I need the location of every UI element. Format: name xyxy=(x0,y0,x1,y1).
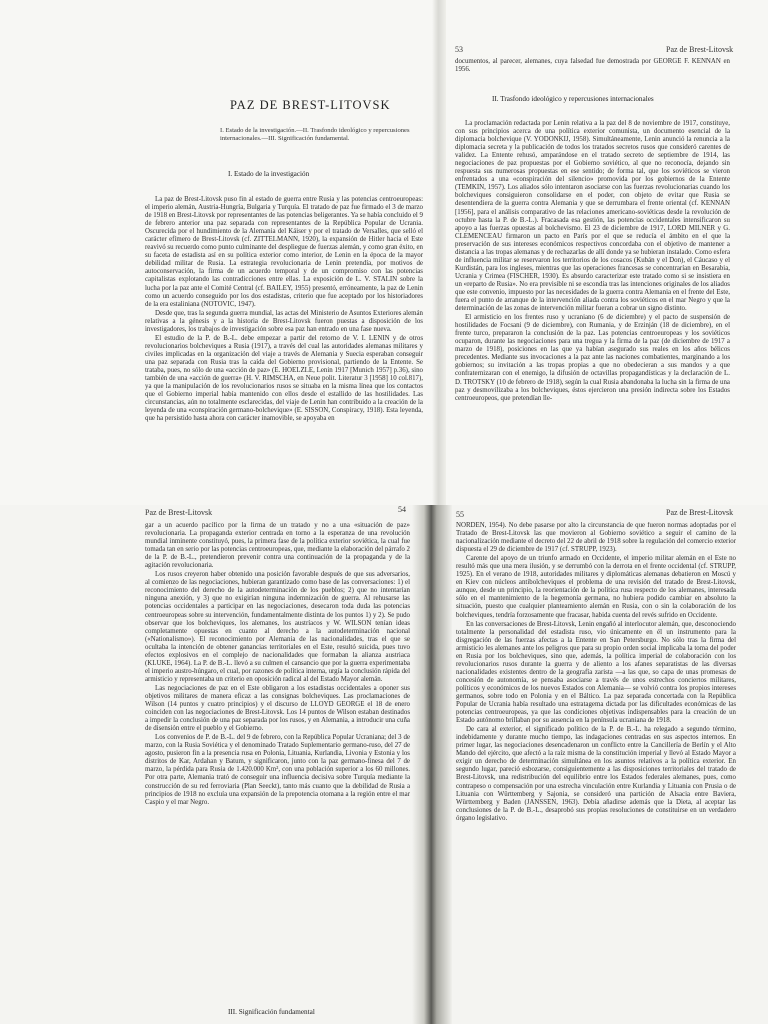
text-column-bottom-left xyxy=(145,522,410,1000)
book-gutter xyxy=(412,505,452,1024)
text-column-bottom-right xyxy=(456,522,736,1022)
top-page-spread xyxy=(0,0,768,505)
paragraph: El armisticio en los frentes ruso y ucraniano (6 de diciembre) y el pacto de suspensión de hostilidades de Focsani (9 de diciembre), con Rumania, y de Erzinján (18 de diciembre), en el frente turco, prepararon la conclusión de la paz. Las potencias centroeuropeas y los soviéticos ocuparon, durante las negociaciones para una tregua y la firma de la paz (de diciembre de 1917 a marzo de 1918), posiciones en las que ya habían asegurado sus reales en los años bélicos precedentes. Mediante sus invocaciones a la paz ante las naciones combatientes, marginando a los gobiernos; su invitación a las tropas propias a que no obedecieran a sus mandos y a que confraternizaran con el enemigo, la difusión de octavillas propagandísticas y la declaración de L. D. TROTSKY (10 de febrero de 1918), según la cual Rusia abandonaba la lucha sin la firma de una paz y desmovilizaba a los bolcheviques, éstos ejercieron una presión indirecta sobre los Estados centroeuropeos, que pretendían lle- xyxy=(455,314,730,402)
paragraph: NORDEN, 1954). No debe pasarse por alto la circunstancia de que fueron normas adoptadas por el Tratado de Brest-Litovsk las que movieron al Gobierno soviético a seguir el camino de la nacionalización mediante el decreto del 22 de abril de 1918 sobre la regulación del comercio exterior dispuesta el 29 de diciembre de 1917 (cf. STRUPP, 1923). xyxy=(456,522,736,554)
bottom-page-spread xyxy=(0,505,768,1024)
paragraph: documentos, al parecer, alemanes, cuya falsedad fue demostrada por GEORGE F. KENNAN en 1956. xyxy=(455,58,730,74)
page-number: 54 xyxy=(398,505,406,514)
table-of-contents: I. Estado de la investigación.—II. Trasfondo ideológico y repercusiones internacionales.—III. Significación fundamental. xyxy=(220,127,410,142)
running-head: Paz de Brest-Litovsk xyxy=(145,508,213,517)
article-title: PAZ DE BREST-LITOVSK xyxy=(230,98,391,112)
paragraph: La paz de Brest-Litovsk puso fin al estado de guerra entre Rusia y las potencias centroeuropeas: el imperio alemán, Austria-Hungría, Bulgaria y Turquía. El tratado de paz fue firmado el 3 de marzo de 1918 en Brest-Litovsk por representantes de las potencias beligerantes. Ya se había concluido el 9 de febrero anterior una paz separada con representantes de la República Popular de Ucrania. Oscurecida por el hundimiento de la Alemania del Káiser y por el tratado de Versalles, que selló el carácter efímero de Brest-Litovsk (cf. ZITTELMANN, 1920), la expansión de Hitler hacia el Este reavivó su recuerdo como punto culminante del despliegue de fuerzas alemán, y como gran éxito, en su faceta de estadista así en su política exterior como interior, de Lenin en la época de la mayor debilidad militar de Rusia. La estrategia revolucionaria de Lenin pretendía, por motivos de autoconservación, la firma de un acuerdo temporal y de un compromiso con las potencias capitalistas explotando las contradicciones entre ellas. La exposición de L. V. STALIN sobre la lucha por la paz ante el Comité Central (cf. BAILEY, 1955) presentó, erróneamente, la paz de Lenin como un acuerdo conseguido por los dos estadistas, criterio que fue aceptado por los historiadores de la era estaliniana (NOTOVIC, 1947). xyxy=(145,196,423,308)
paragraph: La proclamación redactada por Lenin relativa a la paz del 8 de noviembre de 1917, constituye, con sus principios acerca de una política exterior comunista, un documento esencial de la diplomacia bolchevique (V. YODONKIJ, 1958). Simultáneamente, Lenin anunció la renuncia a la diplomacia secreta y la publicación de todos los tratados secretos rusos que consideró carentes de validez. La Entente rehusó, amparándose en el tratado secreto de septiembre de 1914, las negociaciones de paz propuestas por el Gobierno soviético, al que no reconocía, dejando sin respuesta sus numerosas propuestas en ese sentido; de forma tal, que los soviéticos se vieron enfrentados a una «conspiración del silencio» promovida por los gobiernos de la Entente (TEMKIN, 1957). Los aliados sólo intentaron asociarse con las fuerzas revolucionarias cuando los bolcheviques consiguieron consolidarse en el poder, con objeto de evitar que Rusia se desentendiera de la guerra contra Alemania y que se derrumbara el frente oriental (cf. KENNAN [1956], para el análisis comparativo de las relaciones americano-soviéticas desde la revolución de octubre hasta la P. de B.-L.). Fracasada esa gestión, las potencias occidentales intensificaron su apoyo a las fuerzas opuestas al bolchevismo. El 23 de diciembre de 1917, LORD MILNER y G. CLEMENCEAU firmaron un pacto en París por el que se reducía el ámbito en el que la preservación de sus intereses económicos respectivos concordaba con el objetivo de mantener a distancia a las tropas alemanas y de rechazarlas de allí donde ya se hubieran instalado. Como esfera de influencia militar se reservaron los territorios de los cosacos (Kubán y el Don), el Cáucaso y el Kurdistán, para los ingleses, mientras que las operaciones francesas se concentrarían en Besarabia, Ucrania y Crimea (FISCHER, 1930). Es absurdo caracterizar este tratado como si se insistiera en un «reparto de Rusia». No era previsible ni se escondía tras las intenciones originales de los aliados que este convenio, impuesto por las necesidades de la guerra contra Alemania en el frente del Este, fuera el punto de arranque de la intervención aliada contra los soviéticos en el mar Negro y que la determinación de las zonas de intervención militar fueran a cobrar un signo distinto. xyxy=(455,120,730,313)
running-head: Paz de Brest-Litovsk xyxy=(666,45,734,54)
page-number: 55 xyxy=(456,510,464,519)
paragraph: De cara al exterior, el significado político de la P. de B.-L. ha relegado a segundo término, indebidamente y durante mucho tiempo, las indagaciones centradas en sus aspectos internos. En primer lugar, las negociaciones desencadenaron un conflicto entre la Cancillería de Berlín y el Alto Mando del ejército, que afectó a la raíz misma de la constitución imperial y llevó al Estado Mayor a exigir un derecho de determinación simultánea en los asuntos relativos a la política exterior. En segundo lugar, pareció esbozarse, consiguientemente a las disposiciones territoriales del tratado de Brest-Litovsk, una redistribución del equilibrio entre los Estados federales alemanes, pues, como contrapeso o compensación por una estrecha vinculación entre Kurlandia y Lituania con Prusia o de Lituania con Württemberg y Sajonia, se consideró una partición de Alsacia entre Baviera, Württemberg y Baden (JANSSEN, 1963). Debía añadirse además que la Dieta, al aceptar las conclusiones de la P. de B.-L., desaprobó sus propias resoluciones de constituirse en un verdadero órgano legislativo. xyxy=(456,726,736,822)
running-head: Paz de Brest-Litovsk xyxy=(666,508,734,517)
section-heading-2: II. Trasfondo ideológico y repercusiones internacionales xyxy=(492,95,654,103)
book-gutter xyxy=(432,0,446,505)
paragraph: En las conversaciones de Brest-Litovsk, Lenin engañó al interlocutor alemán, que, desconociendo totalmente la personalidad del estadista ruso, vio únicamente en él un instrumento para la disgregación de las fuerzas afectas a la Entente en San Petersburgo. No sólo tras la firma del armisticio les alemanes ante los peligros que para su propio orden social implicaba la toma del poder en Rusia por los bolcheviques, sino que, además, la política imperial de colaboración con los revolucionarios rusos durante la guerra y de aliento a los afanes separatistas de las diversas nacionalidades existentes dentro de la geografía zarista —a las que, so capa de unas promesas de concesión de autonomía, se pensaba asociarse a través de unos estrechos conciertos militares, políticos y económicos de los nuevos Estados con Alemania— se volvió contra los propios intereses germanos, sobre todo en Polonia y en el Báltico. La paz separada concertada con la República Popular de Ucrania había resultado una estratagema dictada por las dificultades económicas de las potencias centroeuropeas, ya que las condiciones objetivas indispensables para la creación de un Estado autónomo brillaban por su ausencia en la península ucraniana de 1918. xyxy=(456,620,736,725)
paragraph: El estudio de la P. de B.-L. debe empezar a partir del retorno de V. I. LENIN y de otros revolucionarios bolcheviques a Rusia (1917), a través del cual las autoridades alemanas militares y civiles implicadas en la organización del viaje a través de Alemania y Suecia esperaban conseguir una paz separada con Rusia tras la caída del Gobierno provisional, partiendo de la Entente. Se trataba, pues, no sólo de una «acción de paz» (E. HOELZLE, Lenin 1917 [Munich 1957] p.36), sino también de una «acción de guerra» (H. V. RIMSCHA, en Neue polit. Literatur 3 [1958] 10 col.817), ya que la manipulación de los revolucionarios rusos se situaba en la misma línea que los contactos que el Gobierno imperial había mantenido con ellos desde el estallido de las hostilidades. Las circunstancias, aún no totalmente esclarecidas, del viaje de Lenin han contribuido a la creación de la leyenda de una «conspiración germano-bolchevique» (E. SISSON, Conspiracy, 1918). Esta leyenda, que ha persistido hasta ahora con carácter inamovible, se apoyaba en xyxy=(145,334,423,423)
section-heading-3: III. Significación fundamental xyxy=(228,1008,315,1016)
paragraph: Desde que, tras la segunda guerra mundial, las actas del Ministerio de Asuntos Exteriores alemán relativas a la génesis y a la historia de Brest-Litovsk fueron puestas a disposición de los investigadores, los trabajos de investigación sobre esa paz han entrado en una fase nueva. xyxy=(145,309,423,333)
page-number: 53 xyxy=(455,45,463,54)
paragraph: gar a un acuerdo pacífico por la firma de un tratado y no a una «situación de paz» revolucionaria. La propaganda exterior centrada en torno a la esperanza de una revolución mundial inminente constituyó, pues, la primera fase de la política exterior soviética, la cual fue tomada tan en serio por las potencias centroeuropeas, que, mediante la elaboración del párrafo 2 de la P. de B.-L., pretendieron prevenir contra una continuación de la propaganda y de la agitación revolucionaria. xyxy=(145,522,410,570)
carry-over-text xyxy=(455,58,730,76)
paragraph: Los rusos creyeron haber obtenido una posición favorable después de que sus adversarios, al comienzo de las negociaciones, hubieran garantizado como base de las conversaciones: 1) el reconocimiento del derecho de la autodeterminación de los pueblos; 2) que no intentarían ninguna anexión, y 3) que no exigirían ninguna indemnización de guerra. Al rehusarse las potencias occidentales a participar en las negociaciones, desecaron toda duda las potencias centroeuropeas sobre su intervención, fundamentalmente distinta de los puntos 1) y 2). Se pudo observar que los bolcheviques, los alemanes, los austríacos y W. WILSON tenían ideas completamente opuestas en cuanto al derecho a la autodeterminación nacional («Nationalismo»). El reconocimiento por Alemania de las nacionalidades, tras el que se ocultaba la intención de obtener ganancias territoriales en el Este, resultó suicida, pues tuvo efectos explosivos en el complejo de nacionalidades que formaban la alianza austriaca (KLUKE, 1964). La P. de B.-L. llevó a su culmen el cansancio que por la guerra experimentaba el imperio austro-húngaro, el cual, por razones de política interna, urgía la conclusión rápida del armisticio y representaba un criterio en oposición radical al del Estado Mayor alemán. xyxy=(145,571,410,683)
text-column-top-right xyxy=(455,120,730,500)
paragraph: Los convenios de P. de B.-L. del 9 de febrero, con la República Popular Ucraniana; del 3 de marzo, con la Rusia Soviética y el denominado Tratado Suplementario germano-ruso, del 27 de agosto, pusieron fin a la presencia rusa en Polonia, Lituania, Kurlandia, Livonia y Estonia y los distritos de Kar, Ardahan y Batum, y significaron, junto con la paz germano-finesa del 7 de marzo, la pérdida para Rusia de 1.420.000 Km², con una población superior a los 60 millones. Por otra parte, Alemania trató de conseguir una influencia decisiva sobre Turquía mediante la construcción de su red ferroviaria (Plan Seeckt), tanto más cuanto que la debilidad de Rusia a principios de 1918 no excluía una expansión de la prepotencia otomana a la región entre el mar Caspio y el mar Negro. xyxy=(145,734,410,806)
section-heading-1: I. Estado de la investigación xyxy=(228,170,310,178)
text-column-top-left xyxy=(145,196,423,496)
paragraph: Las negociaciones de paz en el Este obligaron a los estadistas occidentales a oponer sus objetivos militares de manera eficaz a las consignas bolcheviques. Las proclamaciones de Wilson (14 puntos y cuatro principios) y el discurso de LLOYD GEORGE el 18 de enero coinciden con las negociaciones de Brest-Litovsk. Los 14 puntos de Wilson estaban destinados a impedir la conclusión de una paz separada por los rusos, y en Alemania, a introducir una cuña de disensión entre el pueblo y el Gobierno. xyxy=(145,684,410,733)
paragraph: Carente del apoyo de un triunfo armado en Occidente, el imperio militar alemán en el Este no resultó más que una mera ilusión, y se derrumbó con la derrota en el frente occidental (cf. STRUPP, 1925). En el verano de 1918, autoridades militares y diplomáticas alemanas debatieron en Moscú y en Kiev con núcleos antibolcheviques el problema de una revisión del tratado de Brest-Litovsk, aunque, desde un principio, la reorientación de la política rusa respecto de los alemanes, interesada sólo en el mantenimiento de la hegemonía germana, no hubiera podido cambiar en absoluto la situación, puesto que cualquier planteamiento alemán en Rusia, con o sin la colaboración de los bolcheviques, tendría forzosamente que fracasar, habida cuenta del revés sufrido en Occidente. xyxy=(456,555,736,619)
